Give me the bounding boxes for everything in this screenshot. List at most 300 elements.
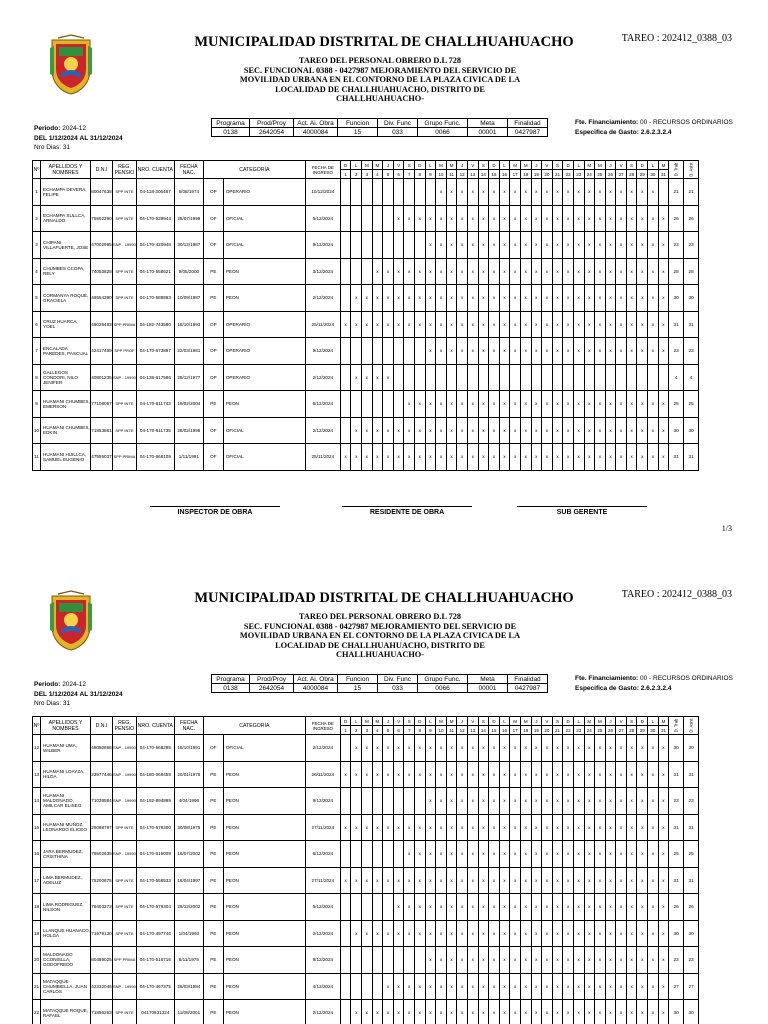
days-worked-total: 28 xyxy=(669,258,684,285)
worker-account: 04-138-617586 xyxy=(136,364,174,391)
worker-category-code: PE xyxy=(203,285,223,312)
expense-spec-value: 2.6.2.3.2.4 xyxy=(640,129,672,136)
worker-birthdate: 1/11/1991 xyxy=(174,444,203,471)
day-letter: S xyxy=(404,717,415,726)
attendance-cell: x xyxy=(542,311,553,338)
worker-account: 04-170-579300 xyxy=(136,814,174,841)
attendance-cell: x xyxy=(415,1000,426,1024)
attendance-cell: x xyxy=(542,179,553,206)
attendance-cell: x xyxy=(499,973,510,1000)
worker-name: HUAMANI LOAYZA, HILDA xyxy=(41,761,91,788)
worker-birthdate: 30/12/1987 xyxy=(174,232,203,259)
attendance-cell: x xyxy=(520,444,531,471)
worker-dni: 71038584 xyxy=(91,788,113,815)
attendance-cell xyxy=(393,841,404,868)
attendance-cell: x xyxy=(552,258,563,285)
col-dni: D.N.I xyxy=(91,717,113,735)
day-number: 10 xyxy=(436,726,447,735)
period-line xyxy=(34,680,123,690)
worker-hire-date: 5/12/2024 xyxy=(305,894,340,921)
attendance-cell: x xyxy=(415,391,426,418)
days-value: 31 xyxy=(62,700,71,707)
day-letter: M xyxy=(520,161,531,170)
attendance-cell: x xyxy=(520,285,531,312)
attendance-cell: x xyxy=(573,179,584,206)
attendance-cell xyxy=(648,364,659,391)
attendance-cell: x xyxy=(520,761,531,788)
attendance-cell: x xyxy=(595,338,606,365)
attendance-cell xyxy=(372,947,383,974)
day-letter: L xyxy=(425,717,436,726)
attendance-cell xyxy=(362,338,373,365)
worker-account: 04-170-668109 xyxy=(136,444,174,471)
attendance-cell: x xyxy=(648,867,659,894)
attendance-cell: x xyxy=(425,444,436,471)
worker-pension: SPP INTE xyxy=(113,417,137,444)
worker-account: 04-170-615009 xyxy=(136,841,174,868)
attendance-cell: x xyxy=(605,814,616,841)
col-name: APELLIDOS Y NOMBRES xyxy=(41,717,91,735)
attendance-cell: x xyxy=(552,179,563,206)
day-number: 1 xyxy=(340,726,351,735)
table-row xyxy=(33,444,699,471)
attendance-cell: x xyxy=(573,867,584,894)
attendance-cell: x xyxy=(595,285,606,312)
worker-account: 04-170-673897 xyxy=(136,338,174,365)
col-account: NRO. CUENTA xyxy=(136,717,174,735)
worker-hire-date: 10/12/2024 xyxy=(305,179,340,206)
attendance-cell: x xyxy=(340,867,351,894)
attendance-cell xyxy=(658,179,669,206)
attendance-cell: x xyxy=(489,841,500,868)
attendance-cell: x xyxy=(637,867,648,894)
day-number: 2 xyxy=(351,170,362,179)
worker-category: OFICIAL xyxy=(223,232,305,259)
attendance-cell: x xyxy=(499,814,510,841)
attendance-cell: x xyxy=(510,761,521,788)
worker-category-code: PE xyxy=(203,761,223,788)
attendance-cell: x xyxy=(595,179,606,206)
worker-hire-date: 25/11/2024 xyxy=(305,311,340,338)
attendance-cell: x xyxy=(595,311,606,338)
attendance-cell: x xyxy=(446,761,457,788)
attendance-cell: x xyxy=(499,391,510,418)
budget-header-cell: Funcion xyxy=(338,675,378,684)
row-number: 4 xyxy=(33,258,41,285)
attendance-cell xyxy=(351,973,362,1000)
attendance-cell: x xyxy=(637,814,648,841)
worker-name: ENCALADA PAREDES, PASCUAL xyxy=(41,338,91,365)
attendance-cell: x xyxy=(362,311,373,338)
attendance-cell: x xyxy=(573,444,584,471)
worker-dni: 77108057 xyxy=(91,391,113,418)
row-number: 7 xyxy=(33,338,41,365)
attendance-cell: x xyxy=(605,444,616,471)
worker-hire-date: 2/12/2024 xyxy=(305,417,340,444)
day-number: 12 xyxy=(457,170,468,179)
attendance-cell: x xyxy=(478,735,489,762)
attendance-cell: x xyxy=(393,1000,404,1024)
worker-category: PEON xyxy=(223,1000,305,1024)
attendance-cell: x xyxy=(563,894,574,921)
attendance-cell xyxy=(393,338,404,365)
worker-account: 04-170-467375 xyxy=(136,973,174,1000)
attendance-cell: x xyxy=(489,735,500,762)
attendance-cell: x xyxy=(404,311,415,338)
worker-dni: 71856263 xyxy=(91,1000,113,1024)
attendance-cell: x xyxy=(648,179,659,206)
day-letter: M xyxy=(658,717,669,726)
attendance-cell: x xyxy=(351,285,362,312)
budget-header-cell: Act. Ai. Obra xyxy=(294,675,338,684)
worker-name: ECHAMPA SULLCA, ARNALDO xyxy=(41,205,91,232)
day-letter: S xyxy=(552,161,563,170)
attendance-cell: x xyxy=(467,867,478,894)
attendance-cell: x xyxy=(415,205,426,232)
attendance-cell: x xyxy=(446,894,457,921)
attendance-cell: x xyxy=(563,920,574,947)
attendance-cell: x xyxy=(531,867,542,894)
attendance-cell xyxy=(415,179,426,206)
attendance-cell xyxy=(351,205,362,232)
financing-info xyxy=(575,118,733,138)
budget-header-cell: Finalidad xyxy=(508,119,548,128)
attendance-cell: x xyxy=(457,920,468,947)
attendance-cell: x xyxy=(520,841,531,868)
worker-category: OPERARIO xyxy=(223,311,305,338)
col-birthdate: FECHA NAC. xyxy=(174,717,203,735)
table-row xyxy=(33,841,699,868)
day-number: 3 xyxy=(362,170,373,179)
budget-value-cell: 0138 xyxy=(212,684,250,693)
attendance-cell: x xyxy=(362,814,373,841)
day-letter: M xyxy=(595,161,606,170)
attendance-cell: x xyxy=(425,947,436,974)
attendance-cell: x xyxy=(637,391,648,418)
period-label: Periodo: xyxy=(34,681,61,688)
attendance-cell: x xyxy=(648,311,659,338)
attendance-cell: x xyxy=(340,814,351,841)
attendance-cell: x xyxy=(648,761,659,788)
attendance-cell: x xyxy=(457,258,468,285)
attendance-cell: x xyxy=(542,205,553,232)
row-number: 5 xyxy=(33,285,41,312)
attendance-cell: x xyxy=(425,391,436,418)
worker-name: CHIPANI VILLAFUERTE, JOSE xyxy=(41,232,91,259)
worker-hire-date: 2/12/2024 xyxy=(305,364,340,391)
attendance-cell: x xyxy=(595,205,606,232)
attendance-cell: x xyxy=(552,1000,563,1024)
worker-pension: SPP INTE xyxy=(113,920,137,947)
attendance-cell: x xyxy=(478,894,489,921)
attendance-cell: x xyxy=(520,338,531,365)
attendance-cell xyxy=(362,947,373,974)
attendance-cell xyxy=(404,788,415,815)
attendance-cell xyxy=(415,364,426,391)
worker-dni: 80047638 xyxy=(91,179,113,206)
attendance-cell xyxy=(478,364,489,391)
attendance-cell: x xyxy=(362,417,373,444)
attendance-cell: x xyxy=(510,205,521,232)
attendance-cell: x xyxy=(616,761,627,788)
attendance-cell: x xyxy=(510,814,521,841)
subtitle-line: CHALLHUAHUACHO- xyxy=(335,650,425,660)
attendance-cell xyxy=(340,364,351,391)
attendance-cell: x xyxy=(457,338,468,365)
attendance-cell: x xyxy=(393,258,404,285)
attendance-cell: x xyxy=(404,814,415,841)
day-letter: D xyxy=(563,161,574,170)
worker-category: PEON xyxy=(223,894,305,921)
day-letter: M xyxy=(584,161,595,170)
days-attended-total: 26 xyxy=(683,894,698,921)
funding-source-label: Fte. Financiamiento: xyxy=(575,675,639,682)
days-worked-total: 25 xyxy=(669,841,684,868)
attendance-cell xyxy=(552,364,563,391)
attendance-cell: x xyxy=(362,920,373,947)
worker-category: PEON xyxy=(223,814,305,841)
table-row xyxy=(33,311,699,338)
attendance-cell: x xyxy=(626,391,637,418)
day-letter: D xyxy=(340,717,351,726)
attendance-cell: x xyxy=(595,788,606,815)
attendance-cell: x xyxy=(584,417,595,444)
attendance-cell: x xyxy=(531,947,542,974)
attendance-cell: x xyxy=(648,391,659,418)
worker-category: PEON xyxy=(223,761,305,788)
day-number: 29 xyxy=(637,726,648,735)
attendance-cell: x xyxy=(648,205,659,232)
worker-dni: 25068797 xyxy=(91,814,113,841)
attendance-cell: x xyxy=(648,894,659,921)
attendance-cell: x xyxy=(637,205,648,232)
attendance-cell: x xyxy=(362,1000,373,1024)
attendance-cell: x xyxy=(489,947,500,974)
attendance-cell: x xyxy=(404,735,415,762)
day-letter: J xyxy=(457,161,468,170)
day-letter: S xyxy=(478,161,489,170)
attendance-cell: x xyxy=(446,1000,457,1024)
attendance-cell: x xyxy=(436,444,447,471)
attendance-cell: x xyxy=(362,735,373,762)
attendance-cell xyxy=(362,205,373,232)
row-number: 20 xyxy=(33,947,41,974)
worker-pension: SNP - 19990 xyxy=(113,761,137,788)
attendance-cell xyxy=(372,894,383,921)
day-letter: V xyxy=(393,161,404,170)
attendance-cell: x xyxy=(626,285,637,312)
row-number: 9 xyxy=(33,391,41,418)
attendance-cell: x xyxy=(393,894,404,921)
col-name: APELLIDOS Y NOMBRES xyxy=(41,161,91,179)
from-date: 1/12/2024 xyxy=(48,690,78,698)
attendance-cell: x xyxy=(573,311,584,338)
attendance-cell xyxy=(595,364,606,391)
day-letter: D xyxy=(637,161,648,170)
day-number: 30 xyxy=(648,726,659,735)
days-label: Nro Dias: xyxy=(34,144,62,151)
attendance-cell: x xyxy=(626,841,637,868)
attendance-cell xyxy=(340,920,351,947)
attendance-cell: x xyxy=(393,444,404,471)
table-row xyxy=(33,867,699,894)
attendance-cell: x xyxy=(372,867,383,894)
day-number: 18 xyxy=(520,170,531,179)
attendance-cell: x xyxy=(478,1000,489,1024)
attendance-cell: x xyxy=(531,285,542,312)
worker-account: 04-118-306487 xyxy=(136,179,174,206)
attendance-cell xyxy=(542,364,553,391)
day-number: 28 xyxy=(626,170,637,179)
day-letter: V xyxy=(542,717,553,726)
attendance-cell: x xyxy=(637,761,648,788)
attendance-cell: x xyxy=(520,894,531,921)
worker-name: HUAMANI CHUMBES, EDKIN xyxy=(41,417,91,444)
day-number: 13 xyxy=(467,170,478,179)
attendance-cell: x xyxy=(436,867,447,894)
attendance-cell: x xyxy=(595,841,606,868)
day-number: 18 xyxy=(520,726,531,735)
attendance-cell: x xyxy=(425,841,436,868)
attendance-cell: x xyxy=(658,1000,669,1024)
attendance-cell: x xyxy=(542,841,553,868)
attendance-cell xyxy=(351,788,362,815)
attendance-cell: x xyxy=(362,285,373,312)
attendance-cell: x xyxy=(467,232,478,259)
day-letter: J xyxy=(605,161,616,170)
attendance-cell: x xyxy=(552,205,563,232)
col-pension: REG. PENSIO xyxy=(113,717,137,735)
attendance-cell: x xyxy=(446,258,457,285)
date-range-line xyxy=(34,134,123,144)
attendance-cell xyxy=(372,338,383,365)
worker-birthdate: 1/04/1993 xyxy=(174,920,203,947)
day-letter: L xyxy=(573,161,584,170)
attendance-cell: x xyxy=(658,973,669,1000)
worker-pension: SNP - 19990 xyxy=(113,232,137,259)
attendance-cell: x xyxy=(542,338,553,365)
attendance-cell: x xyxy=(446,179,457,206)
attendance-cell: x xyxy=(436,258,447,285)
attendance-cell: x xyxy=(595,391,606,418)
attendance-cell: x xyxy=(573,973,584,1000)
attendance-cell xyxy=(340,841,351,868)
attendance-cell xyxy=(404,338,415,365)
worker-category-code: PE xyxy=(203,920,223,947)
days-line xyxy=(34,143,123,153)
day-number: 30 xyxy=(648,170,659,179)
attendance-cell: x xyxy=(393,735,404,762)
attendance-cell: x xyxy=(637,232,648,259)
subtitle-block xyxy=(230,612,530,660)
attendance-cell: x xyxy=(605,205,616,232)
budget-value-row xyxy=(212,128,548,137)
row-number: 18 xyxy=(33,894,41,921)
day-letter: L xyxy=(648,161,659,170)
attendance-table xyxy=(32,716,699,1024)
funding-source-value: 00 - RECURSOS ORDINARIOS xyxy=(640,119,733,126)
day-letter: M xyxy=(436,717,447,726)
budget-value-cell: 033 xyxy=(378,128,418,137)
attendance-cell: x xyxy=(362,364,373,391)
day-number: 26 xyxy=(605,170,616,179)
attendance-cell: x xyxy=(531,258,542,285)
day-number: 20 xyxy=(542,170,553,179)
attendance-cell: x xyxy=(542,788,553,815)
table-row xyxy=(33,285,699,312)
attendance-cell: x xyxy=(436,311,447,338)
days-attended-total: 31 xyxy=(683,761,698,788)
attendance-cell: x xyxy=(520,814,531,841)
day-letter: L xyxy=(499,161,510,170)
attendance-cell: x xyxy=(393,761,404,788)
day-number: 12 xyxy=(457,726,468,735)
worker-category: OPERARIO xyxy=(223,338,305,365)
attendance-cell: x xyxy=(531,417,542,444)
attendance-cell: x xyxy=(372,258,383,285)
attendance-cell: x xyxy=(372,285,383,312)
attendance-cell: x xyxy=(552,867,563,894)
attendance-cell: x xyxy=(457,894,468,921)
attendance-cell: x xyxy=(658,258,669,285)
table-row xyxy=(33,735,699,762)
days-attended-total: 25 xyxy=(683,841,698,868)
worker-name: HUAMANI MUÑOZ, LEONARDO ELICEO xyxy=(41,814,91,841)
attendance-cell: x xyxy=(542,285,553,312)
attendance-cell: x xyxy=(573,338,584,365)
attendance-cell xyxy=(372,205,383,232)
attendance-cell: x xyxy=(436,841,447,868)
worker-category-code: OF xyxy=(203,735,223,762)
day-number: 28 xyxy=(626,726,637,735)
table-row xyxy=(33,179,699,206)
attendance-cell: x xyxy=(457,417,468,444)
attendance-cell: x xyxy=(415,258,426,285)
day-number: 29 xyxy=(637,170,648,179)
attendance-cell: x xyxy=(563,258,574,285)
attendance-cell: x xyxy=(510,311,521,338)
attendance-cell: x xyxy=(415,841,426,868)
attendance-cell: x xyxy=(467,920,478,947)
day-letter: S xyxy=(626,717,637,726)
attendance-cell: x xyxy=(584,391,595,418)
row-number: 16 xyxy=(33,841,41,868)
worker-birthdate: 9/05/2000 xyxy=(174,258,203,285)
attendance-cell: x xyxy=(531,814,542,841)
worker-name: CORMANYA ROQUE, GRACIELA xyxy=(41,285,91,312)
signature-line: RESIDENTE DE OBRA xyxy=(342,506,472,516)
attendance-cell: x xyxy=(595,814,606,841)
attendance-cell: x xyxy=(658,947,669,974)
attendance-cell: x xyxy=(542,444,553,471)
worker-hire-date: 25/11/2024 xyxy=(305,444,340,471)
worker-hire-date: 2/12/2024 xyxy=(305,920,340,947)
attendance-cell: x xyxy=(573,788,584,815)
attendance-cell: x xyxy=(563,205,574,232)
day-number: 7 xyxy=(404,170,415,179)
days-attended-total: 30 xyxy=(683,920,698,947)
attendance-cell: x xyxy=(510,947,521,974)
attendance-cell xyxy=(383,232,394,259)
budget-header-cell: Meta xyxy=(468,675,508,684)
attendance-cell: x xyxy=(552,814,563,841)
attendance-cell: x xyxy=(436,761,447,788)
attendance-cell xyxy=(404,232,415,259)
table-header-row xyxy=(33,717,699,726)
attendance-cell: x xyxy=(520,205,531,232)
attendance-cell: x xyxy=(520,311,531,338)
budget-value-cell: 15 xyxy=(338,128,378,137)
